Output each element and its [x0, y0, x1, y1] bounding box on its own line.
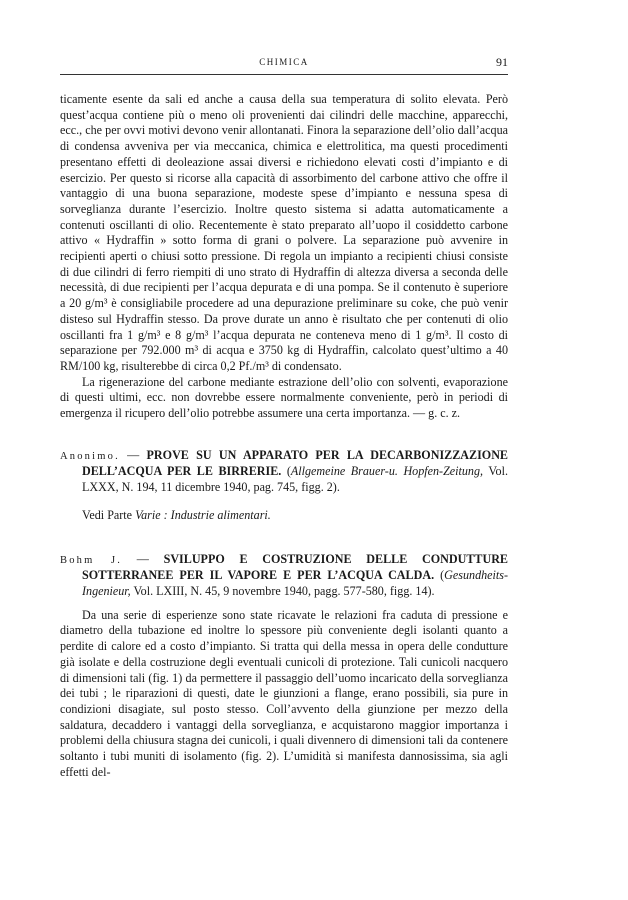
entry-1-citation: Vol. LXXX, N. 194, 11 dicembre 1940, pag. 745, figg. 2).: [82, 464, 508, 495]
entry-2-title: SVILUPPO E COSTRUZIONE DELLE CONDUTTURE SOTTERRANEE PER IL VAPORE E PER L’ACQUA CALDA.: [82, 551, 508, 583]
entry-2-author: Bohm J.: [60, 554, 123, 566]
entry-1-vedi-label: Vedi Parte: [82, 507, 136, 522]
header-rule: [60, 74, 508, 75]
entry-1-journal: Allgemeine Brauer-u. Hopfen-Zeitung,: [290, 464, 484, 479]
entry-1-title: PROVE SU UN APPARATO PER LA DECARBONIZZAZIONE DELL’ACQUA PER LE BIRRERIE.: [82, 447, 509, 479]
entry-2-citation: Vol. LXIII, N. 45, 9 novembre 1940, pagg. 577-580, figg. 14).: [130, 583, 435, 598]
page-body: [60, 92, 508, 780]
page-number: 91: [496, 55, 508, 69]
entry-2-journal: Gesundheits-Ingenieur,: [82, 568, 508, 598]
running-head-title: CHIMICA: [259, 57, 309, 67]
entry-1-vedi-ref: Varie : Industrie alimentari.: [135, 507, 271, 522]
entry-2-abstract: Da una serie di esperienze sono state ricavate le relazioni fra caduta di pressione e diametro della tubazione ed inoltre lo spessore più conveniente degli isolanti quanto a perdite di calore ed a costo d’impianto. Si tratta qui della messa in opera delle condutture già isolate e della costruzione degli eventuali cunicoli di protezione. Tali cunicoli nacquero di dimensioni tali (fig. 1) da permettere il passaggio dell’uomo incaricato della sorveglianza dei tubi ; le riparazioni di questi, date le giunzioni a flange, erano possibili, sia pure in condizioni disagiate, sul posto stesso. Coll’avvento della giunzione per mezzo della saldatura, decaddero i vantaggi della sorveglianza, e acquistarono maggior importanza i problemi della chiusura stagna dei cunicoli, i quali divennero di dimensioni tali da contenere soltanto i tubi muniti di isolamento (fig. 2). L’umidità si manifesta dannosissima, sia agli effetti del-: [60, 607, 509, 779]
bibliography-entry-2: Bohm J. — SVILUPPO E COSTRUZIONE DELLE CONDUTTURE SOTTERRANEE PER IL VAPORE E PER L’ACQUA CALDA. (Gesundheits-Ingenieur, Vol. LXIII, N. 45, 9 novembre 1940, pagg. 577-580, figg. 14).: [60, 551, 508, 598]
body-paragraph-2: La rigenerazione del carbone mediante estrazione dell’olio con solventi, evaporazione di questi ultimi, ecc. non dovrebbe essere normalmente conveniente, però in periodi di emergenza il ricupero dell’olio potrebbe assumere una certa importanza. — g. c. z.: [60, 374, 508, 421]
entry-2-dash: —: [122, 551, 164, 566]
entry-1-dash: —: [119, 447, 147, 462]
running-header: [60, 55, 508, 73]
body-paragraph-1: ticamente esente da sali ed anche a causa della sua temperatura di solito elevata. Però quest’acqua contiene più o meno oli provenienti dai cilindri delle macchine, apparecchi, ecc., che per ovvi motivi devono venir allontanati. Finora la separazione dell’olio dall’acqua di condensa avveniva per via meccanica, chimica e elettrolitica, ma questi procedimenti presentano effetti di deoleazione assai diversi e richiedono elevati costi d’impianto e di esercizio. Per questo si ricorse alla capacità di assorbimento del carbone attivo che offre il vantaggio di una buona separazione, modeste spese d’impianto e nessuna spesa di sorveglianza durante l’esercizio. Inoltre questo sistema si adatta automaticamente a contenuti oscillanti di olio. Recentemente è stato preparato all’uopo il cosiddetto carbone attivo « Hydraffin » sotto forma di grani o polvere. La separazione può avvenire in recipienti aperti o chiusi sotto pressione. Di regola un impianto a recipienti chiusi consiste di due cilindri di ferro riempiti di uno strato di Hydraffin di altezza diversa a seconda delle necessità, di due recipienti per l’acqua depurata e di una pompa. Se il contenuto è superiore a 20 g/m³ è consigliabile procedere ad una depurazione preliminare su coke, che può venir disteso sul Hydraffin stesso. Da prove durate un anno è risultato che per contenuti di olio oscillanti fra 1 g/m³ e 8 g/m³ l’acqua depurata ne conteneva meno di 1 g/m³. Il costo di separazione per 792.000 m³ di acqua e 3750 kg di Hydraffin, calcolato quest’ultimo a 40 RM/100 kg, risulterebbe di circa 0,2 Pf./m³ di condensato.: [60, 92, 508, 373]
entry-1-cross-reference: [60, 508, 508, 524]
entry-1-author: Anonimo.: [60, 450, 120, 462]
bibliography-entry-1: Anonimo. — PROVE SU UN APPARATO PER LA DECARBONIZZAZIONE DELL’ACQUA PER LE BIRRERIE. (Allgemeine Brauer-u. Hopfen-Zeitung, Vol. LXXX, N. 194, 11 dicembre 1940, pag. 745, figg. 2).: [60, 447, 509, 495]
